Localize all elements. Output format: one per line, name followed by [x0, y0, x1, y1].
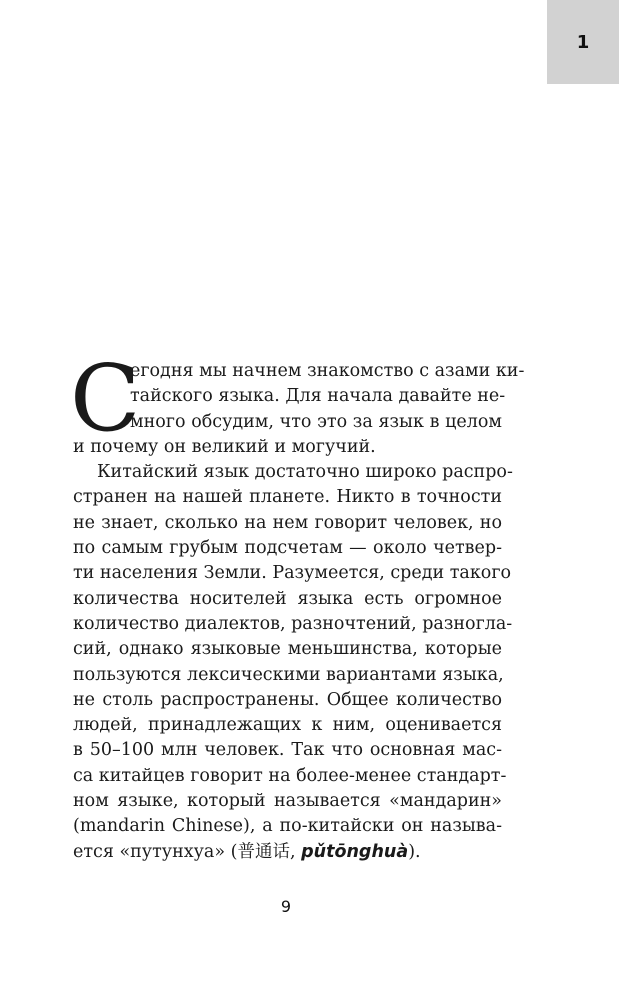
text-line-final	[73, 840, 502, 865]
text-line: егодня мы начнем знакомство с азами ки-	[130, 361, 525, 381]
chapter-number: 1	[576, 31, 590, 53]
text-line: количества носителей языка есть огромное	[73, 588, 502, 609]
final-line-end: ).	[408, 841, 421, 862]
text-line: количество диалектов, разночтений, разногла-	[73, 613, 513, 634]
hanzi-putonghua: 普通话	[237, 841, 290, 862]
chapter-tab	[547, 0, 619, 84]
page-number: 9	[280, 897, 292, 916]
text-line: много обсудим, что это за язык в целом	[130, 411, 502, 432]
text-line: в 50–100 млн человек. Так что основная мас-	[73, 740, 502, 761]
text-line: странен на нашей планете. Никто в точности	[73, 487, 502, 508]
text-line: не знает, сколько на нем говорит человек, но	[73, 512, 502, 533]
text-line: людей, принадлежащих к ним, оценивается	[73, 715, 502, 736]
final-line-start: ется «путунхуа» (	[73, 841, 238, 862]
pinyin-putonghua: pǔtōnghuà	[301, 841, 409, 862]
text-line: са китайцев говорит на более-менее стандарт-	[73, 765, 507, 786]
text-line: не столь распространены. Общее количество	[73, 689, 502, 710]
text-line: тайского языка. Для начала давайте не-	[130, 386, 506, 407]
text-line: пользуются лексическими вариантами языка,	[73, 664, 504, 685]
text-line: сий, однако языковые меньшинства, которые	[73, 639, 502, 660]
text-line: и почему он великий и могучий.	[73, 436, 376, 457]
text-line: Китайский язык достаточно широко распро-	[97, 462, 513, 483]
body-text	[70, 345, 525, 865]
drop-cap: С	[70, 345, 141, 452]
text-line: ном языке, который называется «мандарин»	[73, 791, 502, 812]
text-line: (mandarin Chinese), а по-китайски он называ-	[73, 816, 502, 837]
separator: ,	[289, 841, 302, 862]
text-line: ти населения Земли. Разумеется, среди такого	[73, 563, 512, 584]
text-line: по самым грубым подсчетам — около четвер-	[73, 538, 502, 559]
